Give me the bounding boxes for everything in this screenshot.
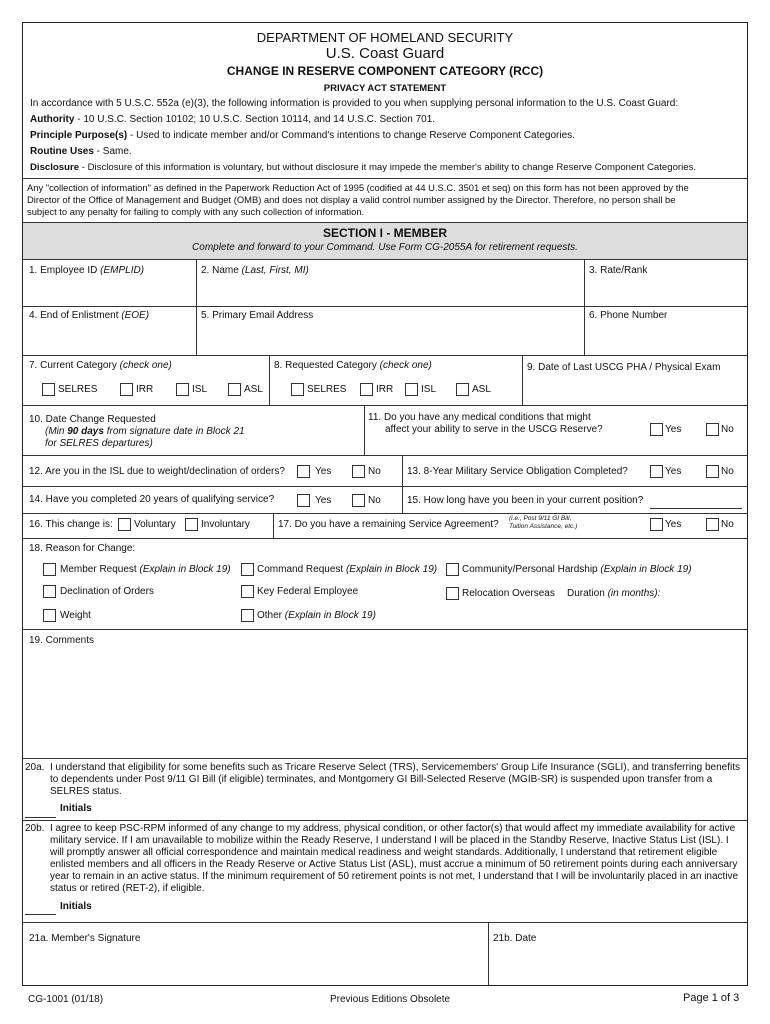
- pra-line-1: Any "collection of information" as defined in the Paperwork Reduction Act of 1995 (codified at 44 U.S.C. 3501 et seq) on this form has not been approved by the: [27, 182, 689, 193]
- voluntary-label: Voluntary: [134, 519, 176, 530]
- current-isl-label: ISL: [192, 384, 208, 395]
- requested-asl-checkbox[interactable]: [456, 383, 469, 396]
- reason-key-employee-label: Key Federal Employee: [257, 586, 359, 597]
- reason-key-employee-checkbox[interactable]: [241, 585, 254, 598]
- pra-line-2: Director of the Office of Management and Budget (OMB) and does not display a valid control number assigned by the Director. Therefore, no person shall be: [27, 194, 676, 205]
- label-change-type: 16. This change is:: [29, 519, 113, 530]
- current-irr-label: IRR: [136, 384, 154, 395]
- comments-area[interactable]: [24, 648, 744, 756]
- reason-hardship-label: Community/Personal Hardship (Explain in Block 19): [462, 564, 692, 575]
- label-requested-category: 8. Requested Category (check one): [274, 360, 432, 371]
- service-agreement-note-2: Tuition Assistance, etc.): [509, 523, 578, 530]
- label-primary-email: 5. Primary Email Address: [201, 310, 314, 321]
- privacy-routine: Routine Uses - Same.: [30, 146, 132, 157]
- current-selres-label: SELRES: [58, 384, 98, 395]
- requested-isl-checkbox[interactable]: [405, 383, 418, 396]
- relocation-duration-label: Duration (in months):: [567, 588, 661, 599]
- q11-no-checkbox[interactable]: [706, 423, 719, 436]
- label-isl-weight: 12. Are you in the ISL due to weight/declination of orders?: [29, 466, 285, 477]
- section-1-subtitle: Complete and forward to your Command. Use Form CG-2055A for retirement requests.: [192, 242, 578, 253]
- q17-no-checkbox[interactable]: [706, 518, 719, 531]
- label-current-category: 7. Current Category (check one): [29, 360, 172, 371]
- label-service-obligation: 13. 8-Year Military Service Obligation Completed?: [407, 466, 628, 477]
- service-agreement-note-1: (i.e., Post 9/11 GI Bill,: [509, 515, 572, 522]
- current-irr-checkbox[interactable]: [120, 383, 133, 396]
- q17-yes-checkbox[interactable]: [650, 518, 663, 531]
- label-service-agreement: 17. Do you have a remaining Service Agreement?: [278, 519, 499, 530]
- q14-no-label: No: [368, 495, 381, 506]
- involuntary-checkbox[interactable]: [185, 518, 198, 531]
- privacy-heading: PRIVACY ACT STATEMENT: [323, 83, 447, 94]
- q17-yes-label: Yes: [665, 519, 682, 530]
- current-asl-label: ASL: [244, 384, 263, 395]
- reason-command-request-label: Command Request (Explain in Block 19): [257, 564, 438, 575]
- q13-yes-label: Yes: [665, 466, 682, 477]
- requested-isl-label: ISL: [421, 384, 437, 395]
- reason-relocation-checkbox[interactable]: [446, 587, 459, 600]
- current-asl-checkbox[interactable]: [228, 383, 241, 396]
- page-number: Page 1 of 3: [683, 992, 740, 1004]
- initials-20a-label: Initials: [60, 803, 92, 814]
- section-1-title: SECTION I - MEMBER: [322, 226, 447, 240]
- reason-hardship-checkbox[interactable]: [446, 563, 459, 576]
- q13-no-label: No: [721, 466, 734, 477]
- label-current-position-duration: 15. How long have you been in your current position?: [407, 495, 644, 506]
- label-signature-date: 21b. Date: [493, 933, 537, 944]
- privacy-disclosure: Disclosure - Disclosure of this information is voluntary, but without disclosure it may impede the member's ability to change Reserve Component Categories.: [30, 162, 697, 173]
- reason-command-request-checkbox[interactable]: [241, 563, 254, 576]
- q12-no-checkbox[interactable]: [352, 465, 365, 478]
- department-name: DEPARTMENT OF HOMELAND SECURITY: [256, 30, 514, 45]
- signature-date-field[interactable]: [490, 946, 745, 984]
- reason-other-checkbox[interactable]: [241, 609, 254, 622]
- pra-line-3: subject to any penalty for failing to comply with any such collection of information.: [27, 206, 365, 217]
- label-medical-conditions: 11. Do you have any medical conditions that might: [368, 412, 591, 423]
- q12-yes-label: Yes: [315, 466, 332, 477]
- label-member-signature: 21a. Member's Signature: [29, 933, 141, 944]
- q14-yes-checkbox[interactable]: [297, 494, 310, 507]
- reason-weight-checkbox[interactable]: [43, 609, 56, 622]
- privacy-authority: Authority - 10 U.S.C. Section 10102; 10 U.S.C. Section 10114, and 14 U.S.C. Section 701.: [30, 114, 436, 125]
- agency-name: U.S. Coast Guard: [325, 45, 445, 62]
- label-name: 2. Name (Last, First, MI): [201, 265, 309, 276]
- label-employee-id: 1. Employee ID (EMPLID): [29, 265, 145, 276]
- q12-yes-checkbox[interactable]: [297, 465, 310, 478]
- involuntary-label: Involuntary: [201, 519, 250, 530]
- reason-member-request-checkbox[interactable]: [43, 563, 56, 576]
- reason-declination-label: Declination of Orders: [60, 586, 154, 597]
- ack-20b-text: I agree to keep PSC-RPM informed of any change to my address, physical condition, or other factor(s) that would affect my immediate availability for active military service. If I am unavailable to mobilize within the Ready Reserve, I understand I will be placed in the Standby Reserve, Inactive Status List (ISL). I will promptly answer all official correspondence and maintain medical readiness and weight standards. Additionally, I understand that retirement eligible enlisted members and all officers in the Ready Reserve or Active Status List (ASL), must accrue a minimum of 50 retirement points during each anniversary year to remain in an active status. If the minimum requirement of 50 retirement points is not met, I understand that I will be involuntarily placed in an inactive status or retired (RET-2), if eligible.: [50, 823, 739, 894]
- q15-answer-line[interactable]: [650, 508, 742, 509]
- requested-selres-checkbox[interactable]: [291, 383, 304, 396]
- reason-weight-label: Weight: [60, 610, 91, 621]
- label-reason-for-change: 18. Reason for Change:: [29, 543, 136, 554]
- requested-asl-label: ASL: [472, 384, 491, 395]
- reason-member-request-label: Member Request (Explain in Block 19): [60, 564, 231, 575]
- previous-editions: Previous Editions Obsolete: [330, 994, 451, 1005]
- initials-20a-line[interactable]: [25, 817, 56, 818]
- label-date-change-requested: 10. Date Change Requested: [29, 414, 156, 425]
- privacy-intro: In accordance with 5 U.S.C. 552a (e)(3), the following information is provided to you when supplying personal information to the U.S. Coast Guard:: [30, 98, 679, 109]
- reason-declination-checkbox[interactable]: [43, 585, 56, 598]
- q11-yes-label: Yes: [665, 424, 682, 435]
- label-phone-number: 6. Phone Number: [589, 310, 668, 321]
- label-rate-rank: 3. Rate/Rank: [589, 265, 648, 276]
- ack-20a-label: 20a.: [25, 762, 45, 773]
- requested-selres-label: SELRES: [307, 384, 347, 395]
- label-medical-conditions-2: affect your ability to serve in the USCG Reserve?: [385, 424, 603, 435]
- q14-no-checkbox[interactable]: [352, 494, 365, 507]
- ack-20b-label: 20b.: [25, 823, 45, 834]
- form-title: CHANGE IN RESERVE COMPONENT CATEGORY (RCC): [226, 64, 544, 78]
- initials-20b-label: Initials: [60, 901, 92, 912]
- voluntary-checkbox[interactable]: [118, 518, 131, 531]
- reason-other-label: Other (Explain in Block 19): [257, 610, 376, 621]
- reason-relocation-label: Relocation Overseas: [462, 588, 555, 599]
- privacy-purpose: Principle Purpose(s) - Used to indicate member and/or Command's intentions to change Reserve Component Categories.: [30, 130, 575, 141]
- requested-irr-label: IRR: [376, 384, 394, 395]
- requested-irr-checkbox[interactable]: [360, 383, 373, 396]
- q12-no-label: No: [368, 466, 381, 477]
- initials-20b-line[interactable]: [25, 914, 56, 915]
- form-id: CG-1001 (01/18): [28, 994, 104, 1005]
- label-qualifying-service: 14. Have you completed 20 years of qualifying service?: [29, 494, 275, 505]
- current-selres-checkbox[interactable]: [42, 383, 55, 396]
- q11-yes-checkbox[interactable]: [650, 423, 663, 436]
- current-isl-checkbox[interactable]: [176, 383, 189, 396]
- label-date-change-note-2: for SELRES departures): [45, 438, 153, 449]
- ack-20a-text: I understand that eligibility for some benefits such as Tricare Reserve Select (TRS), Servicemembers' Group Life Insurance (SGLI), and transferring benefits to dependents under Post 9/11 GI Bill (if eligible) terminates, and Montgomery GI Bill-Selected Reserve (MGIB-SR) is suspended upon transfer from a SELRES status.: [50, 762, 740, 797]
- q17-no-label: No: [721, 519, 734, 530]
- label-end-of-enlistment: 4. End of Enlistment (EOE): [29, 310, 150, 321]
- member-signature-field[interactable]: [24, 946, 487, 984]
- q14-yes-label: Yes: [315, 495, 332, 506]
- q11-no-label: No: [721, 424, 734, 435]
- q13-yes-checkbox[interactable]: [650, 465, 663, 478]
- label-last-pha: 9. Date of Last USCG PHA / Physical Exam: [527, 362, 721, 373]
- label-date-change-note: (Min 90 days from signature date in Block 21: [45, 426, 245, 437]
- label-comments: 19. Comments: [29, 635, 95, 646]
- q13-no-checkbox[interactable]: [706, 465, 719, 478]
